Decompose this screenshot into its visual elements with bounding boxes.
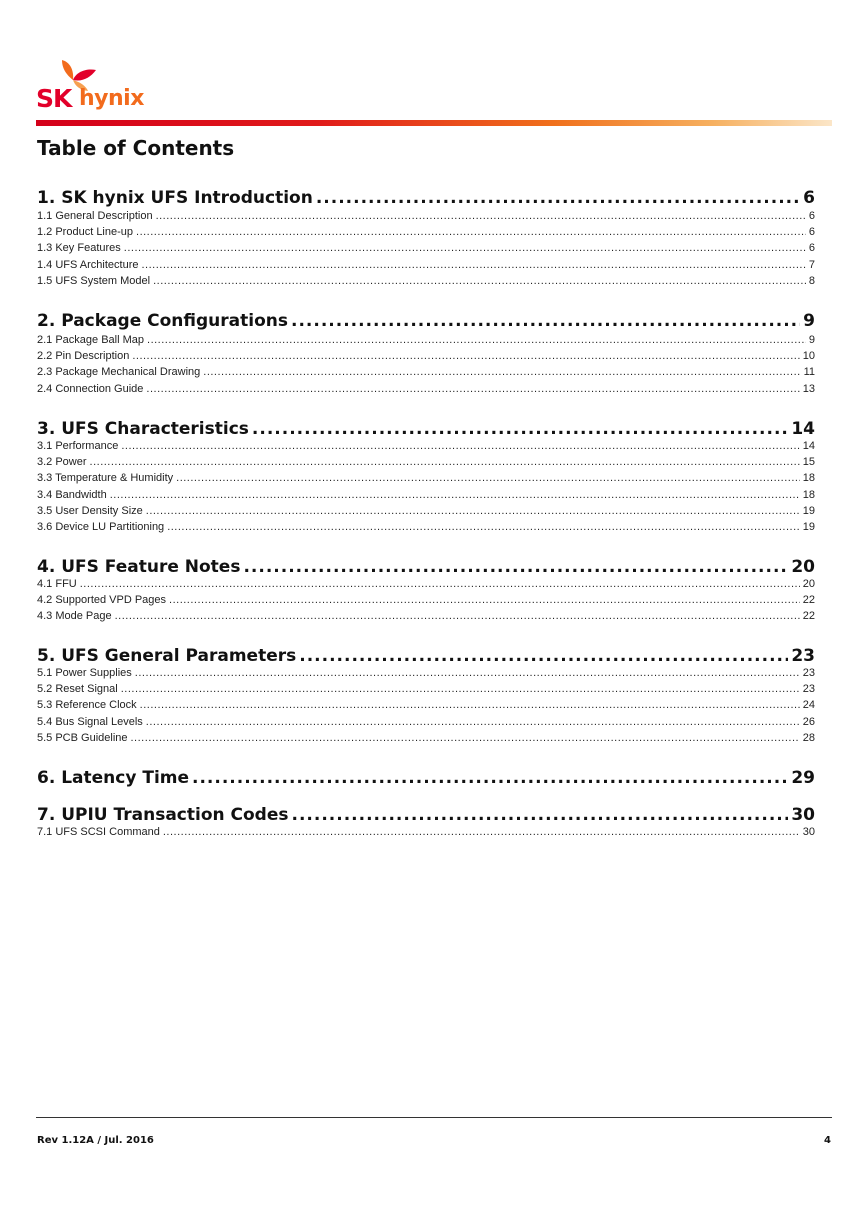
toc-item-title: 3.6 Device LU Partitioning <box>37 521 165 533</box>
toc-item[interactable] <box>37 609 815 624</box>
toc-section-page: 20 <box>791 557 815 577</box>
toc-item[interactable] <box>37 520 815 535</box>
toc-section-title: 1. SK hynix UFS Introduction <box>37 188 313 208</box>
toc-item[interactable] <box>37 471 815 486</box>
toc-item[interactable] <box>37 488 815 503</box>
toc-item-page: 28 <box>802 732 815 744</box>
toc-section-page: 14 <box>791 419 815 439</box>
toc-item-title: 5.5 PCB Guideline <box>37 732 128 744</box>
toc-leader-dots <box>110 488 800 503</box>
toc-item[interactable] <box>37 439 815 454</box>
toc-leader-dots <box>252 418 788 440</box>
toc-item-title: 1.2 Product Line-up <box>37 226 134 238</box>
toc-item-page: 19 <box>802 505 815 517</box>
toc-item-page: 10 <box>802 350 815 362</box>
toc-item-title: 7.1 UFS SCSI Command <box>37 826 160 838</box>
toc-item-page: 22 <box>802 610 815 622</box>
toc-leader-dots <box>136 225 806 240</box>
toc-leader-dots <box>135 666 800 681</box>
toc-item-page: 11 <box>803 366 815 378</box>
toc-item-page: 22 <box>802 594 815 606</box>
toc-item-page: 14 <box>802 440 815 452</box>
toc-leader-dots <box>146 715 800 730</box>
toc-item[interactable] <box>37 825 815 840</box>
toc-leader-dots <box>147 333 806 348</box>
toc-item-page: 18 <box>802 489 815 501</box>
toc-item-page: 8 <box>808 275 815 287</box>
toc-item-title: 2.3 Package Mechanical Drawing <box>37 366 201 378</box>
toc-item-page: 6 <box>808 226 815 238</box>
toc-item-title: 2.1 Package Ball Map <box>37 334 145 346</box>
toc-item-page: 13 <box>802 383 815 395</box>
toc-leader-dots <box>316 187 800 209</box>
toc-leader-dots <box>167 520 800 535</box>
toc-leader-dots <box>146 504 800 519</box>
toc-item-page: 23 <box>802 667 815 679</box>
toc-leader-dots <box>142 258 806 273</box>
footer-page-number: 4 <box>824 1135 831 1146</box>
logo-hynix-text: hynix <box>79 86 144 111</box>
toc-leader-dots <box>176 471 800 486</box>
toc-item[interactable] <box>37 225 815 240</box>
toc-item[interactable] <box>37 382 815 397</box>
toc-item[interactable] <box>37 593 815 608</box>
toc-leader-dots <box>124 241 806 256</box>
toc-leader-dots <box>169 593 800 608</box>
toc-item[interactable] <box>37 349 815 364</box>
toc-item[interactable] <box>37 731 815 746</box>
toc-section-title: 3. UFS Characteristics <box>37 419 249 439</box>
toc-item-title: 1.1 General Description <box>37 210 153 222</box>
toc-item[interactable] <box>37 504 815 519</box>
toc-leader-dots <box>153 274 806 289</box>
toc-item-title: 1.3 Key Features <box>37 242 121 254</box>
toc-leader-dots <box>121 682 800 697</box>
toc-item-page: 20 <box>802 578 815 590</box>
toc-leader-dots <box>115 609 800 624</box>
toc-item-page: 6 <box>808 210 815 222</box>
footer-revision: Rev 1.12A / Jul. 2016 <box>37 1135 154 1146</box>
toc-section-title: 6. Latency Time <box>37 768 190 788</box>
logo-sk-text: SK <box>36 84 72 113</box>
toc-leader-dots <box>90 455 800 470</box>
toc-item-page: 19 <box>802 521 815 533</box>
toc-item-title: 5.2 Reset Signal <box>37 683 118 695</box>
toc-leader-dots <box>192 767 788 789</box>
toc-leader-dots <box>80 577 800 592</box>
toc-item[interactable] <box>37 365 815 380</box>
toc-item-page: 15 <box>802 456 815 468</box>
toc-item-title: 2.2 Pin Description <box>37 350 130 362</box>
header-gradient-bar <box>36 120 832 126</box>
toc-item-title: 3.3 Temperature & Humidity <box>37 472 174 484</box>
toc-section-page: 30 <box>791 805 815 825</box>
sk-hynix-logo <box>36 58 146 114</box>
toc-section-title: 2. Package Configurations <box>37 311 288 331</box>
toc-leader-dots <box>132 349 799 364</box>
toc-item[interactable] <box>37 698 815 713</box>
toc-item[interactable] <box>37 274 815 289</box>
toc-item-title: 4.2 Supported VPD Pages <box>37 594 167 606</box>
toc-section-page: 23 <box>791 646 815 666</box>
toc-section-title: 5. UFS General Parameters <box>37 646 297 666</box>
toc-item-page: 6 <box>808 242 815 254</box>
toc-item[interactable] <box>37 258 815 273</box>
page-title: Table of Contents <box>37 136 235 160</box>
toc-item-page: 26 <box>802 716 815 728</box>
toc-item[interactable] <box>37 241 815 256</box>
toc-leader-dots <box>243 556 788 578</box>
toc-item-title: 3.1 Performance <box>37 440 119 452</box>
toc-section-5[interactable] <box>37 645 815 667</box>
toc-leader-dots <box>121 439 799 454</box>
toc-section-1[interactable] <box>37 187 815 209</box>
toc-leader-dots <box>131 731 800 746</box>
toc-item[interactable] <box>37 455 815 470</box>
toc-item-page: 18 <box>802 472 815 484</box>
toc-item-title: 5.4 Bus Signal Levels <box>37 716 143 728</box>
toc-section-6[interactable] <box>37 767 815 789</box>
toc-leader-dots <box>291 310 800 332</box>
toc-item[interactable] <box>37 666 815 681</box>
toc-section-page: 9 <box>803 311 815 331</box>
toc-leader-dots <box>146 382 799 397</box>
toc-section-2[interactable] <box>37 310 815 332</box>
toc-item-title: 3.2 Power <box>37 456 87 468</box>
toc-leader-dots <box>299 645 788 667</box>
toc-item[interactable] <box>37 209 815 224</box>
toc-item-title: 2.4 Connection Guide <box>37 383 144 395</box>
toc-leader-dots <box>292 804 789 826</box>
toc-item[interactable] <box>37 682 815 697</box>
toc-item-title: 4.1 FFU <box>37 578 77 590</box>
toc-leader-dots <box>163 825 800 840</box>
toc-item-title: 5.3 Reference Clock <box>37 699 137 711</box>
toc-item[interactable] <box>37 577 815 592</box>
toc-item-title: 1.4 UFS Architecture <box>37 259 139 271</box>
toc-section-title: 7. UPIU Transaction Codes <box>37 805 289 825</box>
toc-leader-dots <box>140 698 800 713</box>
toc-item-page: 7 <box>808 259 815 271</box>
toc-item-title: 5.1 Power Supplies <box>37 667 132 679</box>
toc-section-page: 29 <box>791 768 815 788</box>
toc-leader-dots <box>156 209 806 224</box>
toc-item[interactable] <box>37 333 815 348</box>
toc-item-page: 30 <box>802 826 815 838</box>
footer-divider <box>36 1117 832 1118</box>
toc-item-page: 23 <box>802 683 815 695</box>
toc-section-3[interactable] <box>37 418 815 440</box>
toc-item-title: 3.4 Bandwidth <box>37 489 107 501</box>
toc-item-page: 24 <box>802 699 815 711</box>
toc-item-title: 3.5 User Density Size <box>37 505 143 517</box>
toc-section-7[interactable] <box>37 804 815 826</box>
toc-section-title: 4. UFS Feature Notes <box>37 557 241 577</box>
toc-item[interactable] <box>37 715 815 730</box>
toc-item-title: 4.3 Mode Page <box>37 610 112 622</box>
toc-item-page: 9 <box>808 334 815 346</box>
toc-item-title: 1.5 UFS System Model <box>37 275 151 287</box>
toc-leader-dots <box>203 365 800 380</box>
toc-section-page: 6 <box>803 188 815 208</box>
toc-section-4[interactable] <box>37 556 815 578</box>
